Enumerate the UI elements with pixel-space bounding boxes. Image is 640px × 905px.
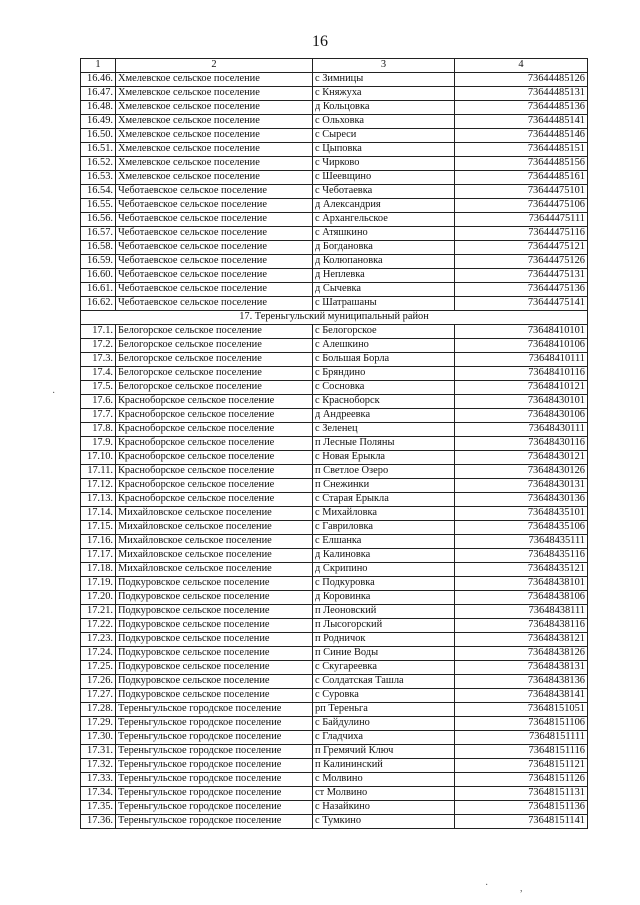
settlement-name: Чеботаевское сельское поселение: [116, 227, 313, 241]
settlement-name: Чеботаевское сельское поселение: [116, 269, 313, 283]
row-number: 17.29.: [81, 717, 116, 731]
locality-name: п Гремячий Ключ: [313, 745, 455, 759]
table-row: [81, 241, 588, 255]
locality-name: с Байдулино: [313, 717, 455, 731]
table-row: [81, 661, 588, 675]
settlement-name: Белогорское сельское поселение: [116, 339, 313, 353]
settlement-name: Чеботаевское сельское поселение: [116, 213, 313, 227]
locality-name: с Архангельское: [313, 213, 455, 227]
table-row: [81, 115, 588, 129]
settlement-name: Хмелевское сельское поселение: [116, 157, 313, 171]
settlement-name: Хмелевское сельское поселение: [116, 73, 313, 87]
oktmo-code: 73648430106: [455, 409, 588, 423]
oktmo-code: 73648438101: [455, 577, 588, 591]
oktmo-code: 73648151126: [455, 773, 588, 787]
row-number: 17.35.: [81, 801, 116, 815]
table-row: [81, 731, 588, 745]
table-row: [81, 409, 588, 423]
row-number: 17.30.: [81, 731, 116, 745]
row-number: 17.23.: [81, 633, 116, 647]
table-row: [81, 563, 588, 577]
row-number: 17.2.: [81, 339, 116, 353]
settlement-name: Красноборское сельское поселение: [116, 395, 313, 409]
row-number: 17.22.: [81, 619, 116, 633]
locality-name: с Солдатская Ташла: [313, 675, 455, 689]
settlement-name: Красноборское сельское поселение: [116, 437, 313, 451]
settlement-name: Михайловское сельское поселение: [116, 563, 313, 577]
settlement-name: Подкуровское сельское поселение: [116, 647, 313, 661]
table-row: [81, 367, 588, 381]
oktmo-code: 73648151131: [455, 787, 588, 801]
row-number: 16.52.: [81, 157, 116, 171]
locality-name: д Богдановка: [313, 241, 455, 255]
row-number: 16.62.: [81, 297, 116, 311]
settlement-name: Хмелевское сельское поселение: [116, 101, 313, 115]
locality-name: с Скугареевка: [313, 661, 455, 675]
settlement-name: Хмелевское сельское поселение: [116, 87, 313, 101]
table-row: [81, 591, 588, 605]
locality-name: п Светлое Озеро: [313, 465, 455, 479]
settlement-name: Подкуровское сельское поселение: [116, 591, 313, 605]
locality-name: с Алешкино: [313, 339, 455, 353]
row-number: 17.6.: [81, 395, 116, 409]
row-number: 16.58.: [81, 241, 116, 255]
oktmo-code: 73648151116: [455, 745, 588, 759]
row-number: 16.46.: [81, 73, 116, 87]
row-number: 16.50.: [81, 129, 116, 143]
locality-name: д Неплевка: [313, 269, 455, 283]
locality-name: с Новая Ерыкла: [313, 451, 455, 465]
row-number: 17.17.: [81, 549, 116, 563]
settlement-name: Чеботаевское сельское поселение: [116, 185, 313, 199]
settlement-name: Михайловское сельское поселение: [116, 507, 313, 521]
oktmo-code: 73644485131: [455, 87, 588, 101]
table-row: [81, 619, 588, 633]
settlement-name: Михайловское сельское поселение: [116, 535, 313, 549]
oktmo-code: 73644485156: [455, 157, 588, 171]
table-row: [81, 87, 588, 101]
table-row: [81, 703, 588, 717]
row-number: 17.20.: [81, 591, 116, 605]
row-number: 17.15.: [81, 521, 116, 535]
row-number: 16.59.: [81, 255, 116, 269]
settlement-name: Тереньгульское городское поселение: [116, 801, 313, 815]
locality-name: с Ольховка: [313, 115, 455, 129]
table-row: [81, 283, 588, 297]
table-row: [81, 787, 588, 801]
oktmo-code: 73644475101: [455, 185, 588, 199]
row-number: 16.47.: [81, 87, 116, 101]
row-number: 16.60.: [81, 269, 116, 283]
oktmo-code: 73644475121: [455, 241, 588, 255]
locality-name: с Княжуха: [313, 87, 455, 101]
oktmo-code: 73648430111: [455, 423, 588, 437]
row-number: 17.19.: [81, 577, 116, 591]
locality-name: п Синие Воды: [313, 647, 455, 661]
oktmo-code: 73648435101: [455, 507, 588, 521]
row-number: 17.24.: [81, 647, 116, 661]
locality-name: с Сосновка: [313, 381, 455, 395]
row-number: 16.61.: [81, 283, 116, 297]
locality-name: с Красноборск: [313, 395, 455, 409]
row-number: 17.9.: [81, 437, 116, 451]
row-number: 16.54.: [81, 185, 116, 199]
oktmo-code: 73648438106: [455, 591, 588, 605]
settlement-name: Красноборское сельское поселение: [116, 493, 313, 507]
table-row: [81, 255, 588, 269]
settlement-name: Михайловское сельское поселение: [116, 549, 313, 563]
settlement-name: Подкуровское сельское поселение: [116, 675, 313, 689]
locality-name: с Белогорское: [313, 325, 455, 339]
row-number: 16.55.: [81, 199, 116, 213]
locality-name: д Андреевка: [313, 409, 455, 423]
locality-name: д Кольцовка: [313, 101, 455, 115]
table-row: [81, 101, 588, 115]
table-row: [81, 605, 588, 619]
column-header: 1: [81, 59, 116, 73]
table-row: [81, 325, 588, 339]
settlement-name: Белогорское сельское поселение: [116, 367, 313, 381]
settlement-name: Подкуровское сельское поселение: [116, 633, 313, 647]
oktmo-code: 73648410106: [455, 339, 588, 353]
oktmo-code: 73648151121: [455, 759, 588, 773]
settlement-name: Красноборское сельское поселение: [116, 409, 313, 423]
settlement-name: Михайловское сельское поселение: [116, 521, 313, 535]
table-row: [81, 171, 588, 185]
page-number: 16: [312, 33, 328, 50]
oktmo-code: 73648438136: [455, 675, 588, 689]
settlement-name: Тереньгульское городское поселение: [116, 717, 313, 731]
section-title: 17. Тереньгульский муниципальный район: [81, 311, 588, 325]
table-row: [81, 381, 588, 395]
locality-name: с Елшанка: [313, 535, 455, 549]
settlement-name: Красноборское сельское поселение: [116, 479, 313, 493]
table-row: [81, 689, 588, 703]
oktmo-code: 73648430126: [455, 465, 588, 479]
oktmo-code: 73648410116: [455, 367, 588, 381]
row-number: 17.12.: [81, 479, 116, 493]
table-row: [81, 801, 588, 815]
column-header: 4: [455, 59, 588, 73]
table-row: [81, 353, 588, 367]
oktmo-code: 73648438121: [455, 633, 588, 647]
oktmo-code: 73644485126: [455, 73, 588, 87]
table-row: [81, 213, 588, 227]
table-row: [81, 773, 588, 787]
locality-name: с Молвино: [313, 773, 455, 787]
table-row: [81, 143, 588, 157]
row-number: 16.48.: [81, 101, 116, 115]
row-number: 17.5.: [81, 381, 116, 395]
column-header: 2: [116, 59, 313, 73]
table-row: [81, 437, 588, 451]
row-number: 17.1.: [81, 325, 116, 339]
locality-name: с Подкуровка: [313, 577, 455, 591]
scan-speck: ·: [52, 388, 56, 399]
table-row: [81, 535, 588, 549]
table-row: [81, 199, 588, 213]
oktmo-code: 73648410101: [455, 325, 588, 339]
row-number: 17.33.: [81, 773, 116, 787]
row-number: 16.51.: [81, 143, 116, 157]
oktmo-code: 73648438131: [455, 661, 588, 675]
row-number: 17.14.: [81, 507, 116, 521]
oktmo-code: 73644475116: [455, 227, 588, 241]
oktmo-code: 73644475126: [455, 255, 588, 269]
row-number: 17.11.: [81, 465, 116, 479]
table-row: [81, 717, 588, 731]
oktmo-code: 73648435106: [455, 521, 588, 535]
table-row: [81, 423, 588, 437]
locality-name: с Тумкино: [313, 815, 455, 829]
row-number: 17.4.: [81, 367, 116, 381]
oktmo-code: 73648410111: [455, 353, 588, 367]
oktmo-code: 73648151111: [455, 731, 588, 745]
row-number: 17.7.: [81, 409, 116, 423]
oktmo-code: 73648430116: [455, 437, 588, 451]
column-header: 3: [313, 59, 455, 73]
table-body-part-16: [81, 73, 588, 311]
table-row: [81, 577, 588, 591]
settlement-name: Белогорское сельское поселение: [116, 381, 313, 395]
table-row: [81, 185, 588, 199]
locality-name: д Сычевка: [313, 283, 455, 297]
table-row: [81, 759, 588, 773]
locality-name: с Шатрашаны: [313, 297, 455, 311]
oktmo-code: 73644485136: [455, 101, 588, 115]
settlement-name: Тереньгульское городское поселение: [116, 745, 313, 759]
locality-name: д Александрия: [313, 199, 455, 213]
scan-speck: ,: [520, 883, 523, 894]
locality-name: с Суровка: [313, 689, 455, 703]
settlement-name: Подкуровское сельское поселение: [116, 619, 313, 633]
table-row: [81, 269, 588, 283]
table-row: [81, 227, 588, 241]
settlement-name: Подкуровское сельское поселение: [116, 661, 313, 675]
row-number: 16.49.: [81, 115, 116, 129]
table-row: [81, 675, 588, 689]
settlement-name: Хмелевское сельское поселение: [116, 171, 313, 185]
row-number: 17.13.: [81, 493, 116, 507]
locality-name: рп Тереньга: [313, 703, 455, 717]
scan-speck: ·: [485, 880, 489, 891]
locality-name: с Зимницы: [313, 73, 455, 87]
oktmo-code: 73644485151: [455, 143, 588, 157]
oktmo-code: 73644485146: [455, 129, 588, 143]
oktmo-code: 73648435116: [455, 549, 588, 563]
settlement-name: Хмелевское сельское поселение: [116, 129, 313, 143]
locality-name: п Калининский: [313, 759, 455, 773]
locality-name: с Бряндино: [313, 367, 455, 381]
settlement-name: Чеботаевское сельское поселение: [116, 283, 313, 297]
oktmo-code: 73648151051: [455, 703, 588, 717]
locality-name: с Атяшкино: [313, 227, 455, 241]
settlement-name: Красноборское сельское поселение: [116, 423, 313, 437]
settlement-name: Белогорское сельское поселение: [116, 353, 313, 367]
locality-name: с Гладчиха: [313, 731, 455, 745]
oktmo-code: 73648438111: [455, 605, 588, 619]
settlement-name: Тереньгульское городское поселение: [116, 787, 313, 801]
settlement-name: Тереньгульское городское поселение: [116, 773, 313, 787]
locality-name: с Старая Ерыкла: [313, 493, 455, 507]
oktmo-code: 73648151106: [455, 717, 588, 731]
table-row: [81, 157, 588, 171]
settlement-name: Чеботаевское сельское поселение: [116, 297, 313, 311]
oktmo-code: 73644475141: [455, 297, 588, 311]
locality-name: с Гавриловка: [313, 521, 455, 535]
table-row: [81, 339, 588, 353]
locality-name: с Сыреси: [313, 129, 455, 143]
locality-name: п Снежинки: [313, 479, 455, 493]
row-number: 16.56.: [81, 213, 116, 227]
row-number: 17.8.: [81, 423, 116, 437]
row-number: 17.3.: [81, 353, 116, 367]
table-row: [81, 549, 588, 563]
settlement-name: Чеботаевское сельское поселение: [116, 255, 313, 269]
oktmo-code: 73648435111: [455, 535, 588, 549]
locality-name: с Шеевщино: [313, 171, 455, 185]
locality-name: п Родничок: [313, 633, 455, 647]
settlement-name: Подкуровское сельское поселение: [116, 689, 313, 703]
locality-name: ст Молвино: [313, 787, 455, 801]
row-number: 17.27.: [81, 689, 116, 703]
oktmo-code: 73648151136: [455, 801, 588, 815]
settlement-name: Подкуровское сельское поселение: [116, 605, 313, 619]
settlement-name: Красноборское сельское поселение: [116, 465, 313, 479]
locality-name: д Скрипино: [313, 563, 455, 577]
oktmo-code: 73644475111: [455, 213, 588, 227]
oktmo-code: 73644485141: [455, 115, 588, 129]
locality-name: п Лесные Поляны: [313, 437, 455, 451]
table-body-part-17: [81, 325, 588, 829]
row-number: 17.36.: [81, 815, 116, 829]
locality-name: д Коровинка: [313, 591, 455, 605]
oktmo-code: 73648435121: [455, 563, 588, 577]
row-number: 17.16.: [81, 535, 116, 549]
row-number: 17.31.: [81, 745, 116, 759]
row-number: 17.28.: [81, 703, 116, 717]
oktmo-code: 73648438141: [455, 689, 588, 703]
settlement-name: Чеботаевское сельское поселение: [116, 241, 313, 255]
oktmo-code: 73648410121: [455, 381, 588, 395]
table-row: [81, 73, 588, 87]
row-number: 17.25.: [81, 661, 116, 675]
oktmo-code: 73644485161: [455, 171, 588, 185]
settlement-name: Подкуровское сельское поселение: [116, 577, 313, 591]
table-row: [81, 465, 588, 479]
settlement-name: Белогорское сельское поселение: [116, 325, 313, 339]
locality-name: п Леоновский: [313, 605, 455, 619]
table-row: [81, 507, 588, 521]
settlement-name: Хмелевское сельское поселение: [116, 143, 313, 157]
settlement-name: Чеботаевское сельское поселение: [116, 199, 313, 213]
table-row: [81, 479, 588, 493]
oktmo-code: 73648430101: [455, 395, 588, 409]
settlement-name: Тереньгульское городское поселение: [116, 759, 313, 773]
table-row: [81, 521, 588, 535]
oktmo-code: 73648438126: [455, 647, 588, 661]
locality-name: с Михайловка: [313, 507, 455, 521]
row-number: 17.32.: [81, 759, 116, 773]
table-row: [81, 633, 588, 647]
row-number: 17.10.: [81, 451, 116, 465]
row-number: 17.34.: [81, 787, 116, 801]
locality-name: с Чеботаевка: [313, 185, 455, 199]
settlement-name: Хмелевское сельское поселение: [116, 115, 313, 129]
oktmo-code: 73644475136: [455, 283, 588, 297]
locality-name: с Чирково: [313, 157, 455, 171]
oktmo-code: 73648430136: [455, 493, 588, 507]
oktmo-code: 73648430121: [455, 451, 588, 465]
row-number: 16.53.: [81, 171, 116, 185]
settlement-name: Тереньгульское городское поселение: [116, 703, 313, 717]
oktmo-code: 73648438116: [455, 619, 588, 633]
locality-name: с Зеленец: [313, 423, 455, 437]
settlement-name: Тереньгульское городское поселение: [116, 731, 313, 745]
oktmo-code: 73648430131: [455, 479, 588, 493]
section-row: [81, 311, 588, 325]
oktmo-code: 73648151141: [455, 815, 588, 829]
row-number: 16.57.: [81, 227, 116, 241]
settlement-name: Тереньгульское городское поселение: [116, 815, 313, 829]
row-number: 17.21.: [81, 605, 116, 619]
table-row: [81, 647, 588, 661]
table-row: [81, 815, 588, 829]
table-row: [81, 745, 588, 759]
row-number: 17.18.: [81, 563, 116, 577]
settlement-name: Красноборское сельское поселение: [116, 451, 313, 465]
row-number: 17.26.: [81, 675, 116, 689]
locality-name: с Назайкино: [313, 801, 455, 815]
table-row: [81, 451, 588, 465]
table-row: [81, 493, 588, 507]
locality-name: с Цыповка: [313, 143, 455, 157]
table-row: [81, 297, 588, 311]
locality-name: д Колюпановка: [313, 255, 455, 269]
oktmo-code: 73644475106: [455, 199, 588, 213]
locality-name: д Калиновка: [313, 549, 455, 563]
locality-name: п Лысогорский: [313, 619, 455, 633]
table-row: [81, 395, 588, 409]
oktmo-code: 73644475131: [455, 269, 588, 283]
settlements-table: [80, 58, 588, 829]
table-header-row: [81, 59, 588, 73]
table-row: [81, 129, 588, 143]
locality-name: с Большая Борла: [313, 353, 455, 367]
